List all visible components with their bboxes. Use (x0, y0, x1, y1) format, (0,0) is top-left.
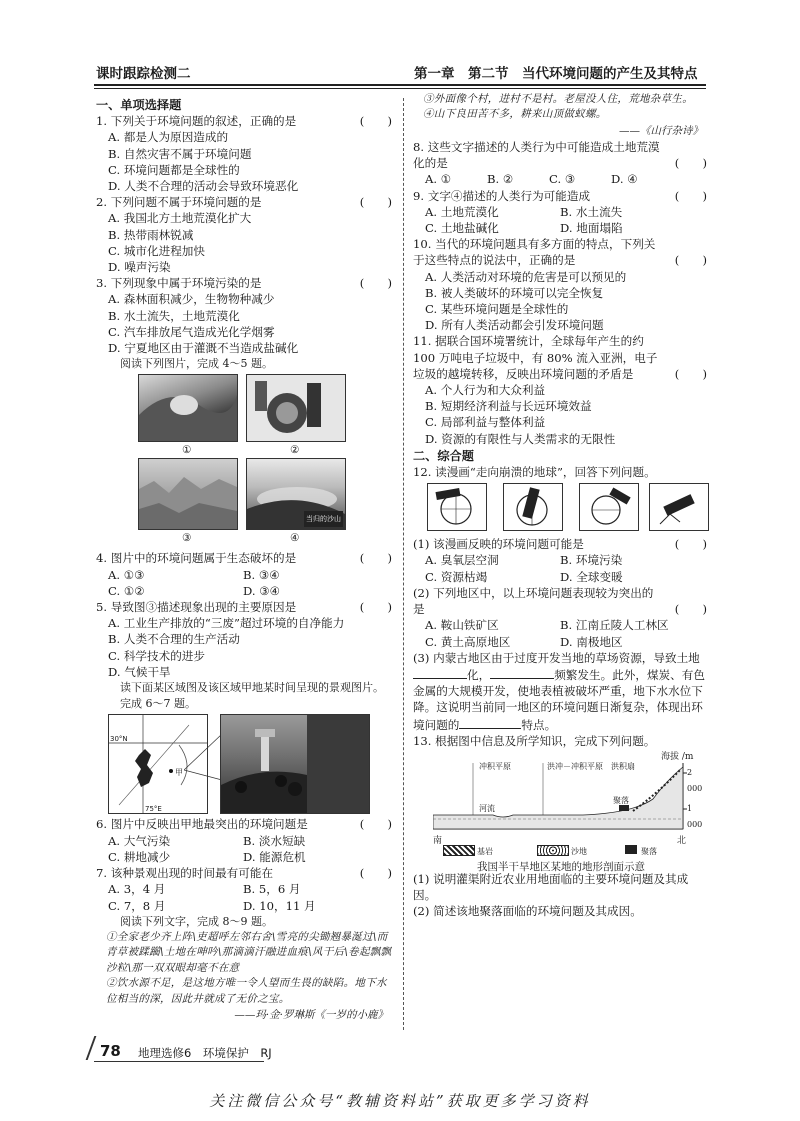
q12-s3-part-c: 频繁发生。此外，煤炭、有色金属的大规模开发，使地表植被破坏严重，地下水水位下降。这说明当前同一地区的环境问题日渐复杂，体现出环境问题的 (413, 667, 705, 732)
reading-instruction-6-7: 读下面某区域图及该区域甲地某时间呈现的景观图片。完成 6～7 题。 (120, 681, 384, 711)
q12-stem: 12. 读漫画“走向崩溃的地球”，回答下列问题。 (413, 465, 656, 480)
question-6 (96, 816, 394, 832)
q13-sub-2: (2) 简述该地聚落面临的环境问题及其成因。 (413, 904, 642, 919)
q12-s2-option-d: D. 南极地区 (560, 634, 623, 649)
q12-s1-option-d: D. 全球变暖 (560, 569, 623, 584)
profile-tick-1000: 1 000 (687, 803, 703, 830)
q9-stem: 9. 文字④描述的人类行为可能造成 (413, 188, 591, 203)
q11-stem: 11. 据联合国环境署统计，全球每年产生的约 100 万吨电子垃圾中，有 80% 流入亚洲，电子垃圾的越境转移，反映出环境问题的矛盾是 (413, 334, 658, 381)
q12-s2-options (413, 617, 709, 649)
passage-4-citation: ——《山行杂诗》 (619, 124, 703, 137)
legend-village-label: 聚落 (641, 846, 657, 856)
q7-answer-paren: ( ) (359, 866, 392, 881)
q6-option-a: A. 大气污染 (108, 833, 171, 848)
profile-river-label: 河流 (479, 803, 495, 813)
q2-option-d: D. 噪声污染 (108, 260, 171, 275)
q7-option-a: A. 3，4 月 (108, 882, 166, 897)
map-longitude-label: 75°E (145, 805, 162, 814)
q1-answer-paren: ( ) (359, 114, 392, 129)
q12-s3-part-a: (3) 内蒙古地区由于过度开发当地的草场资源，导致土地 (413, 650, 700, 665)
q3-option-d: D. 宁夏地区由于灌溉不当造成盐碱化 (108, 341, 299, 356)
header-rule-thin (94, 88, 706, 89)
q12-s2-option-c: C. 黄土高原地区 (425, 634, 511, 649)
question-2 (96, 194, 394, 210)
q3-option-a: A. 森林面积减少，生物物种减少 (108, 292, 275, 307)
q2-stem: 2. 下列问题不属于环境问题的是 (96, 195, 262, 210)
profile-zone-1: 冲积平原 (479, 761, 511, 771)
q9-option-d: D. 地面塌陷 (560, 221, 623, 236)
cartoon-3-svg (580, 484, 638, 530)
q4-stem: 4. 图片中的环境问题属于生态破坏的是 (96, 551, 297, 566)
q11-option-c: C. 局部利益与整体利益 (425, 415, 546, 430)
q12-s3-blank-2[interactable] (490, 666, 554, 679)
footer-slash (86, 1036, 97, 1060)
q12-s1-stem: (1) 该漫画反映的环境问题可能是 (413, 537, 584, 552)
section-single-choice: 一、单项选择题 (96, 98, 182, 112)
photo-3-image (138, 458, 238, 530)
reading-instruction-4-5: 阅读下列图片，完成 4～5 题。 (120, 357, 273, 371)
map-latitude-label: 30°N (110, 735, 128, 744)
q10-stem: 10. 当代的环境问题具有多方面的特点，下列关于这些特点的说法中，正确的是 (413, 237, 656, 268)
q4-option-d: D. ③④ (243, 583, 281, 598)
photo-2-svg (247, 375, 345, 441)
q9-answer-paren: ( ) (674, 188, 707, 203)
header-right: 第一章 第二节 当代环境问题的产生及其特点 (414, 66, 698, 82)
page-number: 78 (100, 1042, 121, 1060)
terrain-profile (413, 749, 709, 871)
q10-option-d: D. 所有人类活动都会引发环境问题 (425, 318, 604, 333)
cartoon-strip (413, 480, 709, 536)
q12-s3-blank-3[interactable] (459, 716, 521, 729)
q3-answer-paren: ( ) (359, 276, 392, 291)
q12-s1-option-b: B. 环境污染 (560, 553, 623, 568)
question-4 (96, 550, 394, 566)
q7-option-d: D. 10，11 月 (243, 898, 316, 913)
q9-option-c: C. 土地盐碱化 (425, 221, 499, 236)
column-divider (403, 98, 404, 1030)
legend-sand-swatch (537, 845, 569, 856)
q6-option-b: B. 淡水短缺 (243, 833, 306, 848)
photo-2-caption: ② (290, 444, 300, 457)
q7-stem: 7. 该种景观出现的时间最有可能在 (96, 866, 274, 881)
right-column (413, 92, 709, 920)
q12-s1-options (413, 552, 709, 584)
q8-option-a: A. ① (425, 172, 452, 187)
q5-option-c: C. 科学技术的进步 (108, 648, 205, 663)
q12-s1-answer-paren: ( ) (674, 537, 707, 552)
q12-sub-2 (413, 585, 709, 617)
left-column (96, 96, 394, 1023)
question-1 (96, 113, 394, 129)
legend-bedrock-label: 基岩 (477, 846, 493, 856)
q7-option-c: C. 7，8 月 (108, 898, 166, 913)
q13-stem: 13. 根据图中信息及所学知识，完成下列问题。 (413, 733, 656, 748)
q11-option-b: B. 短期经济利益与长远环境效益 (425, 399, 592, 414)
legend-bedrock-swatch (443, 845, 475, 856)
q10-option-c: C. 某些环境问题是全球性的 (425, 302, 569, 317)
map-and-photo (96, 712, 394, 816)
q8-option-b: B. ② (487, 172, 514, 187)
map-place-label: 甲 (175, 768, 183, 778)
cartoon-panel-2 (503, 483, 563, 531)
q4-option-a: A. ①③ (108, 567, 145, 582)
q6-option-c: C. 耕地减少 (108, 849, 171, 864)
q7-option-b: B. 5，6 月 (243, 882, 301, 897)
passage-2-citation: ——玛·金·罗琳斯《一岁的小鹿》 (234, 1008, 388, 1021)
q5-answer-paren: ( ) (359, 600, 392, 615)
photo-1-caption: ① (182, 444, 192, 457)
q12-sub-3 (413, 650, 709, 733)
question-10 (413, 236, 709, 268)
profile-caption: 我国半干旱地区某地的地形剖面示意 (477, 860, 645, 873)
photo-3-svg (139, 459, 237, 529)
passage-2: ②饮水源不足，是这地方唯一令人望而生畏的缺陷。地下水位相当的深，因此井就成了无价之宝。 (106, 977, 387, 1005)
q9-option-a: A. 土地荒漠化 (425, 204, 499, 219)
q11-option-d: D. 资源的有限性与人类需求的无限性 (425, 431, 616, 446)
q5-option-b: B. 人类不合理的生产活动 (108, 632, 240, 647)
photo-3-caption: ③ (182, 532, 192, 545)
q12-s3-part-b: 化， (467, 667, 491, 682)
q12-sub-1 (413, 536, 709, 552)
q12-s1-option-a: A. 臭氧层空洞 (425, 553, 499, 568)
passage-3: ③外面像个村，进村不是村。老屋没人住，荒地杂草生。 (423, 93, 693, 105)
q6-answer-paren: ( ) (359, 817, 392, 832)
profile-zone-2: 洪冲－冲积平原 洪积扇 (547, 761, 635, 771)
q4-option-b: B. ③④ (243, 567, 280, 582)
q5-stem: 5. 导致图③描述现象出现的主要原因是 (96, 600, 297, 615)
header-left: 课时跟踪检测二 (96, 66, 191, 82)
q1-option-d: D. 人类不合理的活动会导致环境恶化 (108, 179, 299, 194)
photo-4-caption: ④ (290, 532, 300, 545)
q8-options (413, 171, 709, 187)
q5-option-d: D. 气候干旱 (108, 664, 171, 679)
q10-option-b: B. 被人类破坏的环境可以完全恢复 (425, 285, 604, 300)
q3-option-c: C. 汽车排放尾气造成光化学烟雾 (108, 324, 275, 339)
q6-option-d: D. 能源危机 (243, 849, 306, 864)
q12-s1-option-c: C. 资源枯竭 (425, 569, 488, 584)
cartoon-panel-1 (427, 483, 487, 531)
q12-s2-stem: (2) 下列地区中，以上环境问题表现较为突出的是 (413, 585, 654, 617)
photo-4-image (246, 458, 346, 530)
q11-answer-paren: ( ) (674, 366, 707, 381)
q2-answer-paren: ( ) (359, 195, 392, 210)
q8-answer-paren: ( ) (674, 156, 707, 171)
q3-option-b: B. 水土流失，土地荒漠化 (108, 308, 240, 323)
q9-option-b: B. 水土流失 (560, 204, 623, 219)
q7-options (96, 881, 394, 913)
photo-1-image (138, 374, 238, 442)
q10-option-a: A. 人类活动对环境的危害是可以预见的 (425, 269, 627, 284)
map-pointer-lines (184, 732, 224, 782)
passage-4: ④山下良田苦不多，耕来山顶做蚁螺。 (423, 108, 607, 121)
q2-option-c: C. 城市化进程加快 (108, 243, 205, 258)
section-comprehensive: 二、综合题 (413, 448, 474, 463)
q10-answer-paren: ( ) (674, 253, 707, 268)
passage-1: ①全家老少齐上阵\吏超呼左邻右舍\雪亮的尖锄翘暴涎过\而青草被蹂躏\土地在呻吟\那滴滴汗融进血痕\风干后\卷起飘飘沙粒\那一双双眼却毫不在意 (106, 930, 392, 974)
q12-s2-option-a: A. 鞍山铁矿区 (425, 618, 499, 633)
question-11 (413, 333, 709, 382)
question-5 (96, 599, 394, 615)
photo-grid (96, 372, 394, 550)
q1-option-b: B. 自然灾害不属于环境问题 (108, 146, 252, 161)
legend-village-swatch (625, 845, 637, 854)
cartoon-2-svg (504, 484, 562, 530)
cartoon-panel-3 (579, 483, 639, 531)
profile-north-label: 北 (677, 835, 687, 846)
handwritten-note: 关注微信公众号“教辅资料站”获取更多学习资料 (209, 1092, 591, 1110)
q4-answer-paren: ( ) (359, 551, 392, 566)
q4-options (96, 567, 394, 599)
cartoon-panel-4 (649, 483, 709, 531)
profile-altitude-label: 海拔 /m (661, 751, 694, 762)
profile-south-label: 南 (433, 835, 443, 846)
photo-2-image (246, 374, 346, 442)
water-queue-photo (220, 714, 370, 814)
photo-4-label: 当归的沙山 (304, 511, 343, 527)
q8-stem: 8. 这些文字描述的人类行为中可能造成土地荒漠化的是 (413, 140, 660, 171)
cartoon-1-svg (428, 484, 486, 530)
q12-s3-part-d: 特点。 (521, 717, 557, 732)
q6-options (96, 833, 394, 865)
q1-stem: 1. 下列关于环境问题的叙述，正确的是 (96, 114, 297, 129)
q12-s2-answer-paren: ( ) (674, 602, 707, 617)
footer-rule (94, 1061, 264, 1062)
legend-sand-label: 沙地 (571, 846, 587, 856)
question-3 (96, 275, 394, 291)
question-7 (96, 865, 394, 881)
profile-village-label: 聚落 (613, 795, 629, 805)
q4-option-c: C. ①② (108, 583, 145, 598)
question-13 (413, 733, 709, 749)
q5-option-a: A. 工业生产排放的“三废”超过环境的自净能力 (108, 616, 345, 631)
q9-options (413, 204, 709, 236)
q13-sub-1: (1) 说明灌渠附近农业用地面临的主要环境问题及其成因。 (413, 871, 689, 903)
q1-option-a: A. 都是人为原因造成的 (108, 130, 229, 145)
cartoon-4-svg (650, 484, 708, 530)
profile-tick-2000: 2 000 (687, 767, 703, 794)
q11-option-a: A. 个人行为和大众利益 (425, 383, 546, 398)
question-9 (413, 188, 709, 204)
q1-option-c: C. 环境问题都是全球性的 (108, 162, 240, 177)
q12-s2-option-b: B. 江南丘陵人工林区 (560, 618, 669, 633)
q2-option-a: A. 我国北方土地荒漠化扩大 (108, 211, 252, 226)
question-12 (413, 464, 709, 480)
water-queue-svg (221, 715, 369, 813)
question-8 (413, 139, 709, 171)
photo-1-svg (139, 375, 237, 441)
q6-stem: 6. 图片中反映出甲地最突出的环境问题是 (96, 817, 308, 832)
reading-instruction-8-9: 阅读下列文字，完成 8～9 题。 (120, 914, 273, 928)
q2-option-b: B. 热带雨林锐减 (108, 227, 194, 242)
book-title: 地理选修6 环境保护 RJ (138, 1046, 272, 1060)
q12-s3-blank-1[interactable] (413, 666, 467, 679)
q8-option-c: C. ③ (549, 172, 576, 187)
q8-option-d: D. ④ (611, 172, 638, 187)
q3-stem: 3. 下列现象中属于环境污染的是 (96, 276, 262, 291)
header-rule (94, 84, 706, 86)
